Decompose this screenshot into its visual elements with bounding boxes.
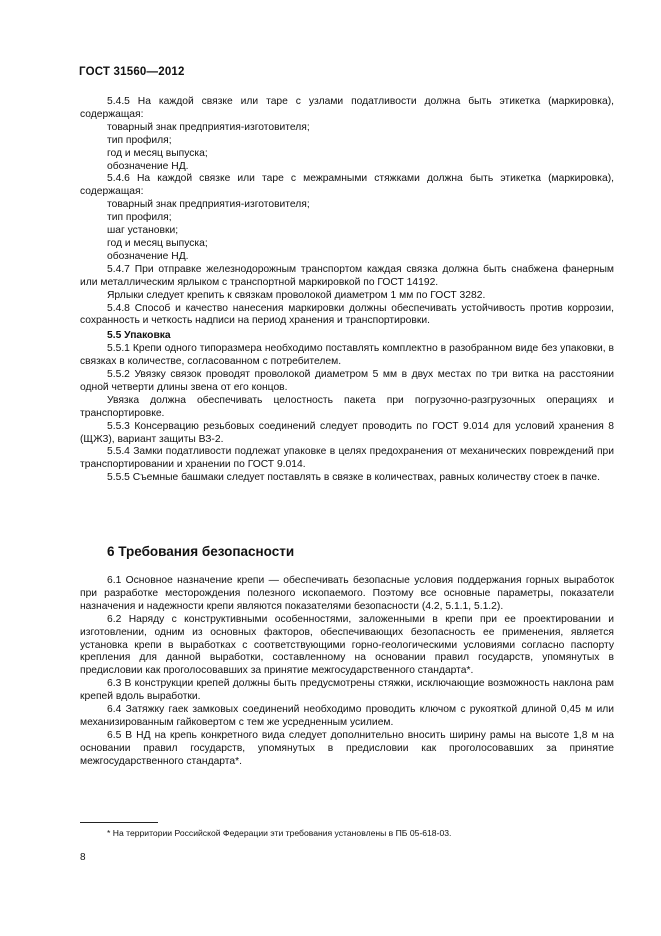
paragraph: 5.5.5 Съемные башмаки следует поставлять в связке в количествах, равных количеству стоек в пачке.	[107, 472, 600, 484]
footnote: * На территории Российской Федерации эти требования установлены в ПБ 05-618-03.	[107, 828, 452, 838]
section-6-text	[80, 575, 614, 769]
paragraph: Увязка должна обеспечивать целостность пакета при погрузочно-разгрузочных операциях и транспортировке.	[80, 394, 614, 419]
paragraph: 5.5.2 Увязку связок проводят проволокой диаметром 5 мм в двух местах по три витка на расстоянии одной четверти длины звена от его концов.	[80, 369, 614, 393]
list-item: год и месяц выпуска;	[107, 147, 208, 159]
paragraph: 5.4.7 При отправке железнодорожным транспортом каждая связка должна быть снабжена фанерным или металлическим ярлыком с транспортной маркировкой по ГОСТ 14192.	[80, 263, 614, 288]
list-item: шаг установки;	[107, 225, 179, 237]
footnote-divider	[80, 822, 158, 823]
paragraph: 6.4 Затяжку гаек замковых соединений необходимо проводить ключом с рукояткой длиной 0,45 м или механизированным гайковертом с тем же усредненным усилием.	[80, 704, 614, 728]
paragraph: 5.5.4 Замки податливости подлежат упаковке в целях предохранения от механических повреждений при транспортировании и хранении по ГОСТ 9.014.	[80, 446, 614, 471]
page-number: 8	[80, 852, 86, 863]
paragraph: 5.4.8 Способ и качество нанесения маркировки должны обеспечивать устойчивость против коррозии, сохранность и четкость надписи на период хранения и транспортировки.	[80, 302, 614, 327]
list-item: товарный знак предприятия-изготовителя;	[107, 121, 310, 133]
paragraph: 5.5.1 Крепи одного типоразмера необходимо поставлять комплектно в разобранном виде без упаковки, в связках в количестве, согласованном с потребителем.	[80, 343, 614, 368]
paragraph: 5.5.3 Консервацию резьбовых соединений следует проводить по ГОСТ 9.014 для условий хранения 8 (ЩЖ3), вариант защиты ВЗ-2.	[80, 420, 614, 445]
section-heading: 6 Требования безопасности	[107, 544, 295, 559]
list-item: тип профиля;	[107, 134, 172, 146]
main-text	[80, 96, 614, 485]
list-item: обозначение НД.	[107, 250, 189, 262]
list-item: тип профиля;	[107, 212, 172, 224]
paragraph: 6.2 Наряду с конструктивными особенностями, заложенными в крепи при ее проектировании и изготовлении, одним из основных факторов, обеспечивающих безопасность ее применения, является установка крепи в выработках с соответствующими горно-геологическими условиями согласно паспорту крепления для данной выработки, составленному на основании правил государств, упомянутых в предисловии как проголосовавших за принятие межгосударственного стандарта*.	[80, 613, 614, 677]
paragraph: 5.4.5 На каждой связке или таре с узлами податливости должна быть этикетка (маркировка), содержащая:	[80, 96, 614, 120]
list-item: обозначение НД.	[107, 160, 189, 172]
paragraph: 6.1 Основное назначение крепи — обеспечивать безопасные условия поддержания горных выработок при разработке месторождения полезного ископаемого. Поэтому все основные параметры, показатели назначения и надежности крепи являются показателями безопасности (4.2, 5.1.1, 5.1.2).	[80, 575, 614, 612]
document-header: ГОСТ 31560—2012	[79, 66, 185, 78]
paragraph: 6.5 В НД на крепь конкретного вида следует дополнительно вносить ширину рамы на высоте 1,8 м на основании правил государств, упомянутых в предисловии как проголосовавших за принятие межгосударственного стандарта*.	[80, 729, 614, 767]
paragraph: 5.4.6 На каждой связке или таре с межрамными стяжками должна быть этикетка (маркировка), содержащая:	[80, 173, 614, 198]
paragraph: Ярлыки следует крепить к связкам проволокой диаметром 1 мм по ГОСТ 3282.	[107, 289, 486, 301]
paragraph: 6.3 В конструкции крепей должны быть предусмотрены стяжки, исключающие возможность наклона рам крепей вдоль выработки.	[80, 678, 614, 703]
subsection-heading: 5.5 Упаковка	[107, 330, 171, 342]
list-item: товарный знак предприятия-изготовителя;	[107, 199, 310, 211]
list-item: год и месяц выпуска;	[107, 237, 208, 249]
